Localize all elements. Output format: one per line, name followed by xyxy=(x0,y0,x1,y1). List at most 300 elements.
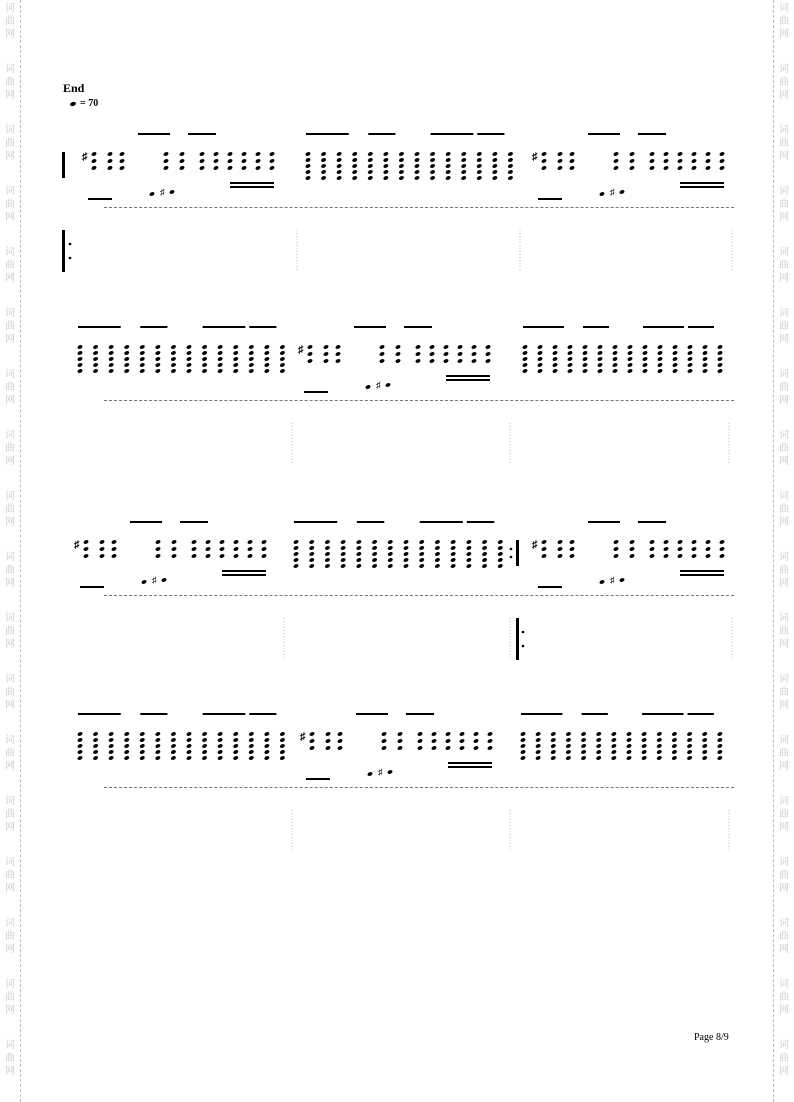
note-head xyxy=(233,539,239,544)
note-head xyxy=(279,368,285,373)
note-head xyxy=(233,350,239,355)
note-head xyxy=(170,737,176,742)
note-head xyxy=(557,165,563,170)
note-head xyxy=(383,151,389,156)
note-head xyxy=(445,175,451,180)
left-watermark-text: 词 曲 网 xyxy=(5,247,15,284)
note-head xyxy=(550,755,556,760)
note-head xyxy=(687,350,693,355)
note-head xyxy=(567,350,573,355)
note-head xyxy=(139,755,145,760)
note-head xyxy=(507,163,513,168)
note-head xyxy=(450,551,456,556)
note-head xyxy=(139,350,145,355)
note-head xyxy=(108,731,114,736)
note-head xyxy=(717,362,723,367)
note-head xyxy=(205,546,211,551)
note-head xyxy=(247,546,253,551)
note-head xyxy=(91,151,97,156)
note-head xyxy=(139,743,145,748)
note-head xyxy=(520,743,526,748)
note-head xyxy=(626,755,632,760)
page-number: Page 8/9 xyxy=(694,1032,729,1043)
note-head xyxy=(582,344,588,349)
beam xyxy=(88,198,112,200)
note-head xyxy=(367,151,373,156)
note-head xyxy=(395,344,401,349)
note-head xyxy=(717,743,723,748)
note-head xyxy=(717,755,723,760)
note-head xyxy=(569,158,575,163)
note-head xyxy=(419,539,425,544)
note-head xyxy=(642,368,648,373)
note-head xyxy=(155,356,161,361)
note-head xyxy=(233,362,239,367)
note-head xyxy=(612,362,618,367)
note-head xyxy=(629,546,635,551)
note-head xyxy=(627,350,633,355)
tab-repeat-bar-thick xyxy=(62,230,65,272)
note-head xyxy=(201,368,207,373)
sharp-icon: ♯ xyxy=(74,539,80,551)
note-head xyxy=(323,358,329,363)
note-head xyxy=(626,731,632,736)
note-head xyxy=(395,358,401,363)
note-head xyxy=(139,362,145,367)
note-head xyxy=(233,344,239,349)
beam xyxy=(680,574,724,576)
note-head xyxy=(431,731,437,736)
sharp-icon: ♯ xyxy=(532,539,538,551)
note-head xyxy=(580,731,586,736)
note-head xyxy=(320,169,326,174)
note-head xyxy=(309,545,315,550)
right-watermark-text: 词 曲 网 xyxy=(779,1040,789,1077)
repeat-end-bar xyxy=(516,540,519,566)
note-head xyxy=(597,350,603,355)
beam xyxy=(448,762,492,764)
note-head xyxy=(649,165,655,170)
note-head xyxy=(522,344,528,349)
note-head xyxy=(320,151,326,156)
note-head xyxy=(641,731,647,736)
note-head xyxy=(107,158,113,163)
note-head xyxy=(677,539,683,544)
note-head xyxy=(671,749,677,754)
note-head xyxy=(398,175,404,180)
note-head xyxy=(457,351,463,356)
note-head xyxy=(324,563,330,568)
note-head xyxy=(367,157,373,162)
left-watermark-text: 词 曲 网 xyxy=(5,3,15,40)
note-head xyxy=(403,557,409,562)
left-watermark-text: 词 曲 网 xyxy=(5,735,15,772)
note-head xyxy=(702,368,708,373)
note-head xyxy=(702,737,708,742)
note-head xyxy=(537,368,543,373)
note-head xyxy=(476,157,482,162)
note-head xyxy=(119,158,125,163)
note-head xyxy=(83,539,89,544)
note-head xyxy=(649,539,655,544)
note-head xyxy=(170,350,176,355)
note-head xyxy=(429,175,435,180)
note-head xyxy=(247,553,253,558)
beam xyxy=(140,713,167,715)
beam xyxy=(477,133,504,135)
note-head xyxy=(201,731,207,736)
repeat-dot xyxy=(510,548,513,551)
note-head xyxy=(466,563,472,568)
note-head xyxy=(264,350,270,355)
note-head xyxy=(217,362,223,367)
note-head xyxy=(233,737,239,742)
note-head xyxy=(111,539,117,544)
note-head xyxy=(657,350,663,355)
note-head xyxy=(170,362,176,367)
note-head xyxy=(705,553,711,558)
note-head xyxy=(611,731,617,736)
note-head xyxy=(705,158,711,163)
note-head xyxy=(485,351,491,356)
note-head xyxy=(476,169,482,174)
note-head xyxy=(241,151,247,156)
note-head xyxy=(414,151,420,156)
beam xyxy=(306,133,349,135)
note-head xyxy=(186,368,192,373)
note-head xyxy=(457,344,463,349)
note-head xyxy=(541,158,547,163)
note-head xyxy=(471,351,477,356)
note-head xyxy=(599,579,605,584)
note-head xyxy=(201,356,207,361)
right-watermark-text: 词 曲 网 xyxy=(779,125,789,162)
right-watermark-text: 词 曲 网 xyxy=(779,857,789,894)
right-watermark-text: 词 曲 网 xyxy=(779,3,789,40)
note-head xyxy=(248,755,254,760)
note-head xyxy=(569,165,575,170)
note-head xyxy=(213,158,219,163)
note-head xyxy=(611,743,617,748)
note-head xyxy=(461,151,467,156)
note-head xyxy=(419,551,425,556)
note-head xyxy=(677,151,683,156)
note-head xyxy=(383,157,389,162)
note-head xyxy=(657,362,663,367)
note-head xyxy=(124,749,130,754)
note-head xyxy=(705,151,711,156)
note-head xyxy=(179,158,185,163)
note-head xyxy=(199,165,205,170)
note-head xyxy=(161,577,167,582)
note-head xyxy=(567,368,573,373)
note-head xyxy=(217,344,223,349)
note-head xyxy=(414,169,420,174)
note-head xyxy=(77,344,83,349)
note-head xyxy=(687,362,693,367)
note-head xyxy=(108,368,114,373)
beam xyxy=(582,713,608,715)
note-head xyxy=(169,189,175,194)
note-head xyxy=(429,358,435,363)
note-head xyxy=(672,344,678,349)
note-head xyxy=(641,743,647,748)
note-head xyxy=(522,356,528,361)
note-head xyxy=(629,553,635,558)
beam xyxy=(688,713,714,715)
note-head xyxy=(92,743,98,748)
repeat-dot xyxy=(522,631,525,634)
note-head xyxy=(155,731,161,736)
note-head xyxy=(293,557,299,562)
note-head xyxy=(415,358,421,363)
note-head xyxy=(201,755,207,760)
note-head xyxy=(671,743,677,748)
note-head xyxy=(567,356,573,361)
note-head xyxy=(656,749,662,754)
note-head xyxy=(419,563,425,568)
beam xyxy=(680,570,724,572)
note-head xyxy=(77,368,83,373)
beam xyxy=(643,326,684,328)
note-head xyxy=(686,743,692,748)
beam xyxy=(446,375,490,377)
note-head xyxy=(466,545,472,550)
note-head xyxy=(356,545,362,550)
note-head xyxy=(649,158,655,163)
beam xyxy=(680,186,724,188)
note-head xyxy=(293,551,299,556)
note-head xyxy=(550,737,556,742)
note-head xyxy=(279,350,285,355)
right-watermark-text: 词 曲 网 xyxy=(779,796,789,833)
note-head xyxy=(320,157,326,162)
note-head xyxy=(379,351,385,356)
note-head xyxy=(77,749,83,754)
note-head xyxy=(92,731,98,736)
note-head xyxy=(677,165,683,170)
note-head xyxy=(233,356,239,361)
note-head xyxy=(656,743,662,748)
beam xyxy=(180,521,208,523)
note-head xyxy=(719,553,725,558)
note-head xyxy=(264,731,270,736)
note-head xyxy=(702,731,708,736)
note-head xyxy=(626,749,632,754)
beam xyxy=(538,198,562,200)
note-head xyxy=(520,749,526,754)
note-head xyxy=(356,557,362,562)
note-head xyxy=(91,165,97,170)
note-head xyxy=(119,165,125,170)
note-head xyxy=(481,557,487,562)
note-head xyxy=(445,151,451,156)
note-head xyxy=(535,743,541,748)
note-head xyxy=(565,737,571,742)
note-head xyxy=(255,151,261,156)
note-head xyxy=(557,539,563,544)
note-head xyxy=(580,755,586,760)
note-head xyxy=(217,350,223,355)
note-head xyxy=(619,189,625,194)
note-head xyxy=(461,157,467,162)
note-head xyxy=(611,749,617,754)
note-head xyxy=(677,546,683,551)
note-head xyxy=(108,755,114,760)
note-head xyxy=(473,731,479,736)
note-head xyxy=(293,563,299,568)
note-head xyxy=(352,169,358,174)
note-head xyxy=(325,745,331,750)
note-head xyxy=(507,157,513,162)
note-head xyxy=(163,165,169,170)
note-head xyxy=(233,755,239,760)
note-head xyxy=(569,546,575,551)
note-head xyxy=(702,743,708,748)
sharp-icon: ♯ xyxy=(152,575,157,585)
note-head xyxy=(487,731,493,736)
note-head xyxy=(445,157,451,162)
note-head xyxy=(417,731,423,736)
note-head xyxy=(497,557,503,562)
note-head xyxy=(642,350,648,355)
note-head xyxy=(487,738,493,743)
note-head xyxy=(629,165,635,170)
note-head xyxy=(481,563,487,568)
sharp-icon: ♯ xyxy=(610,575,615,585)
note-head xyxy=(124,362,130,367)
note-head xyxy=(367,175,373,180)
note-head xyxy=(155,749,161,754)
note-head xyxy=(170,749,176,754)
note-head xyxy=(170,755,176,760)
note-head xyxy=(233,743,239,748)
note-head xyxy=(552,368,558,373)
sharp-icon: ♯ xyxy=(160,187,165,197)
note-head xyxy=(261,539,267,544)
left-watermark-text: 词 曲 网 xyxy=(5,674,15,711)
note-head xyxy=(677,158,683,163)
note-head xyxy=(415,344,421,349)
note-head xyxy=(627,368,633,373)
beam xyxy=(467,521,494,523)
note-head xyxy=(309,539,315,544)
note-head xyxy=(565,755,571,760)
note-head xyxy=(247,539,253,544)
note-head xyxy=(92,368,98,373)
beam xyxy=(588,521,620,523)
note-head xyxy=(507,175,513,180)
note-head xyxy=(255,158,261,163)
note-head xyxy=(476,163,482,168)
note-head xyxy=(434,563,440,568)
note-head xyxy=(582,350,588,355)
note-head xyxy=(186,350,192,355)
note-head xyxy=(445,731,451,736)
note-head xyxy=(186,362,192,367)
note-head xyxy=(414,157,420,162)
note-head xyxy=(387,563,393,568)
note-head xyxy=(552,350,558,355)
note-head xyxy=(476,175,482,180)
note-head xyxy=(520,737,526,742)
note-head xyxy=(352,175,358,180)
note-head xyxy=(691,546,697,551)
note-head xyxy=(671,755,677,760)
tab-repeat-bar xyxy=(516,618,519,660)
note-head xyxy=(569,151,575,156)
note-head xyxy=(535,749,541,754)
beam xyxy=(638,133,666,135)
note-head xyxy=(155,362,161,367)
note-head xyxy=(269,158,275,163)
note-head xyxy=(550,749,556,754)
note-head xyxy=(201,350,207,355)
note-head xyxy=(387,557,393,562)
note-head xyxy=(367,169,373,174)
beam xyxy=(304,391,328,393)
note-head xyxy=(179,165,185,170)
note-head xyxy=(691,158,697,163)
sharp-icon: ♯ xyxy=(378,767,383,777)
note-head xyxy=(279,344,285,349)
note-head xyxy=(352,151,358,156)
note-head xyxy=(264,755,270,760)
note-head xyxy=(293,539,299,544)
note-head xyxy=(672,350,678,355)
note-head xyxy=(248,356,254,361)
note-head xyxy=(541,151,547,156)
note-head xyxy=(397,731,403,736)
note-head xyxy=(492,163,498,168)
note-head xyxy=(324,539,330,544)
note-head xyxy=(466,557,472,562)
beam xyxy=(188,133,216,135)
note-head xyxy=(557,546,563,551)
note-head xyxy=(492,157,498,162)
note-head xyxy=(186,344,192,349)
note-head xyxy=(324,551,330,556)
note-head xyxy=(596,755,602,760)
note-head xyxy=(155,737,161,742)
note-head xyxy=(627,362,633,367)
note-head xyxy=(686,731,692,736)
note-head xyxy=(537,350,543,355)
left-watermark-text: 词 曲 网 xyxy=(5,491,15,528)
note-head xyxy=(522,350,528,355)
note-head xyxy=(335,358,341,363)
note-head xyxy=(497,539,503,544)
note-head xyxy=(492,151,498,156)
note-head xyxy=(307,358,313,363)
note-head xyxy=(155,368,161,373)
note-head xyxy=(403,563,409,568)
note-head xyxy=(415,351,421,356)
repeat-dot xyxy=(522,645,525,648)
note-head xyxy=(459,731,465,736)
note-head xyxy=(719,539,725,544)
note-head xyxy=(596,737,602,742)
right-watermark-text: 词 曲 网 xyxy=(779,247,789,284)
note-head xyxy=(403,551,409,556)
note-head xyxy=(613,546,619,551)
note-head xyxy=(279,737,285,742)
note-head xyxy=(305,163,311,168)
right-watermark-text: 词 曲 网 xyxy=(779,552,789,589)
note-head xyxy=(582,356,588,361)
note-head xyxy=(466,551,472,556)
note-head xyxy=(264,368,270,373)
